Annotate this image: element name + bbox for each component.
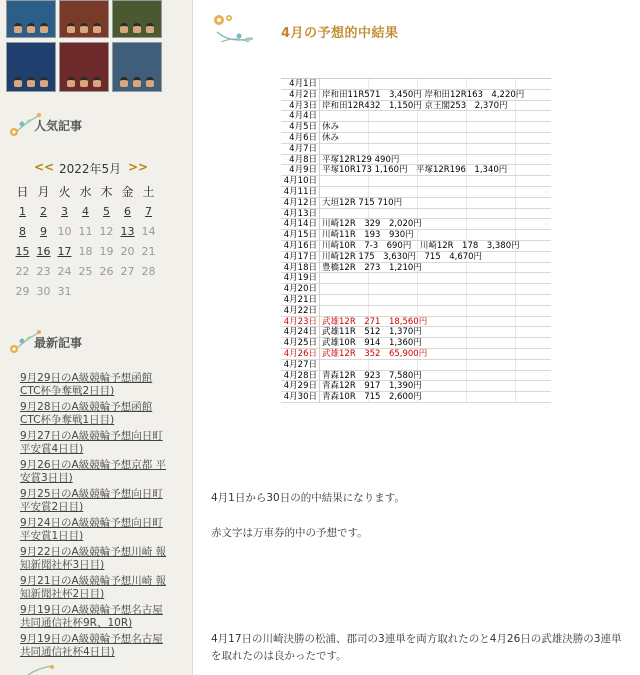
- calendar-weekday: 木: [100, 184, 113, 199]
- row-result: 休み: [320, 133, 551, 143]
- calendar-weekday: 日: [16, 184, 29, 199]
- row-result: 平塚10R173 1,160円 平塚12R196 1,340円: [320, 165, 551, 175]
- spreadsheet-row: [281, 79, 551, 90]
- calendar-day: 11: [78, 224, 93, 238]
- recent-post-link[interactable]: 9月19日のA級競輪予想名古屋 共同通信社杯4日目): [20, 633, 163, 658]
- row-result: [320, 360, 551, 370]
- calendar-day[interactable]: 9: [40, 224, 47, 238]
- row-result: 川崎11R 193 930円: [320, 230, 551, 240]
- row-date: 4月4日: [281, 111, 320, 121]
- thumbnail[interactable]: [59, 42, 109, 92]
- row-date: 4月12日: [281, 198, 320, 208]
- row-result: [320, 284, 551, 294]
- calendar-weekday: 水: [79, 184, 92, 199]
- recent-post-link[interactable]: 9月25日のA級競輪予想向日町 平安賞2日目): [20, 488, 163, 513]
- calendar-day: 27: [120, 264, 135, 278]
- spreadsheet-row: [281, 144, 551, 155]
- row-result: 青森10R 715 2,600円: [320, 392, 551, 402]
- row-date: 4月1日: [281, 79, 320, 89]
- thumbnail[interactable]: [112, 42, 162, 92]
- spreadsheet-row: [281, 381, 551, 392]
- calendar-day: 10: [57, 224, 72, 238]
- spreadsheet-row: [281, 165, 551, 176]
- row-date: 4月11日: [281, 187, 320, 197]
- row-result: 武雄11R 512 1,370円: [320, 327, 551, 337]
- row-date: 4月16日: [281, 241, 320, 251]
- calendar-day[interactable]: 8: [19, 224, 26, 238]
- calendar-day: 19: [99, 244, 114, 258]
- flower-ornament-icon: [211, 12, 257, 48]
- row-date: 4月29日: [281, 381, 320, 391]
- calendar-day[interactable]: 13: [120, 224, 135, 238]
- spreadsheet-row: [281, 273, 551, 284]
- calendar-weekday: 金: [121, 184, 134, 199]
- popular-title: 人気記事: [34, 119, 83, 133]
- calendar-day[interactable]: 17: [57, 244, 72, 258]
- row-date: 4月5日: [281, 122, 320, 132]
- calendar-day: [75, 281, 96, 301]
- spreadsheet-row: [281, 371, 551, 382]
- recent-title: 最新記事: [34, 336, 83, 350]
- row-result: [320, 111, 551, 121]
- row-date: 4月26日: [281, 349, 320, 359]
- spreadsheet-row: [281, 263, 551, 274]
- calendar-day[interactable]: 1: [19, 204, 26, 218]
- row-date: 4月2日: [281, 90, 320, 100]
- row-date: 4月17日: [281, 252, 320, 262]
- calendar-day: [138, 281, 159, 301]
- spreadsheet-row: [281, 306, 551, 317]
- calendar-next-link[interactable]: >>: [128, 160, 149, 174]
- spreadsheet-row: [281, 90, 551, 101]
- thumbnail[interactable]: [59, 0, 109, 38]
- row-date: 4月28日: [281, 371, 320, 381]
- calendar-day: [117, 281, 138, 301]
- calendar: [12, 181, 159, 301]
- row-date: 4月15日: [281, 230, 320, 240]
- recent-post-link[interactable]: 9月24日のA級競輪予想向日町 平安賞1日目): [20, 517, 163, 542]
- calendar-day: 23: [36, 264, 51, 278]
- calendar-day: [96, 281, 117, 301]
- calendar-weekday: 火: [58, 184, 71, 199]
- spreadsheet-row: [281, 252, 551, 263]
- row-result: [320, 176, 551, 186]
- recent-post-link[interactable]: 9月29日のA級競輪予想函館 CTC杯争奪戦2日目): [20, 372, 153, 397]
- row-result: 岸和田12R432 1,150円 京王閣253 2,370円: [320, 101, 551, 111]
- recent-post-link[interactable]: 9月27日のA級競輪予想向日町 平安賞4日目): [20, 430, 163, 455]
- row-result: 休み: [320, 122, 551, 132]
- spreadsheet-row: [281, 230, 551, 241]
- thumbnail[interactable]: [6, 0, 56, 38]
- row-date: 4月19日: [281, 273, 320, 283]
- calendar-day: 28: [141, 264, 156, 278]
- spreadsheet-row: [281, 155, 551, 166]
- row-result: 平塚12R129 490円: [320, 155, 551, 165]
- spreadsheet-row: [281, 176, 551, 187]
- row-date: 4月13日: [281, 209, 320, 219]
- post-paragraph: 4月1日から30日の的中結果になります。: [211, 492, 405, 504]
- calendar-day[interactable]: 7: [145, 204, 152, 218]
- calendar-day[interactable]: 16: [36, 244, 51, 258]
- spreadsheet-row: [281, 122, 551, 133]
- thumbnail[interactable]: [112, 0, 162, 38]
- row-result: 武雄10R 914 1,360円: [320, 338, 551, 348]
- row-date: 4月21日: [281, 295, 320, 305]
- row-date: 4月23日: [281, 317, 320, 327]
- row-date: 4月20日: [281, 284, 320, 294]
- calendar-day[interactable]: 5: [103, 204, 110, 218]
- calendar-day: 20: [120, 244, 135, 258]
- row-result: 武雄12R 352 65,900円: [320, 349, 551, 359]
- recent-heading: [8, 325, 168, 357]
- calendar-day: 26: [99, 264, 114, 278]
- row-date: 4月8日: [281, 155, 320, 165]
- recent-post-link[interactable]: 9月22日のA級競輪予想川崎 報知新聞社杯3日目): [20, 546, 167, 571]
- recent-post-link[interactable]: 9月19日のA級競輪予想名古屋 共同通信社杯9R、10R): [20, 604, 163, 629]
- flower-ornament-icon: [26, 664, 56, 675]
- popular-heading: [8, 108, 168, 140]
- calendar-day: 18: [78, 244, 93, 258]
- post-paragraph: 赤文字は万車券的中の予想です。: [211, 527, 368, 539]
- calendar-day[interactable]: 4: [82, 204, 89, 218]
- row-date: 4月24日: [281, 327, 320, 337]
- spreadsheet-row: [281, 392, 551, 403]
- calendar-day: 31: [57, 284, 72, 298]
- row-result: 大垣12R 715 710円: [320, 198, 551, 208]
- recent-post-link[interactable]: 9月26日のA級競輪予想京都 平安賞3日目): [20, 459, 167, 484]
- spreadsheet-row: [281, 198, 551, 209]
- calendar-day: 29: [15, 284, 30, 298]
- calendar-day[interactable]: 15: [15, 244, 30, 258]
- row-result: [320, 295, 551, 305]
- row-date: 4月9日: [281, 165, 320, 175]
- row-result: [320, 79, 551, 89]
- calendar-weekday: 土: [142, 184, 155, 199]
- main-content: [192, 0, 640, 675]
- row-date: 4月22日: [281, 306, 320, 316]
- row-date: 4月10日: [281, 176, 320, 186]
- recent-posts-list: [20, 372, 168, 662]
- calendar-prev-link[interactable]: <<: [34, 160, 55, 174]
- row-date: 4月25日: [281, 338, 320, 348]
- calendar-day[interactable]: 3: [61, 204, 68, 218]
- row-result: 武雄12R 271 18,560円: [320, 317, 551, 327]
- calendar-day: 12: [99, 224, 114, 238]
- calendar-day: 14: [141, 224, 156, 238]
- spreadsheet-row: [281, 209, 551, 220]
- thumbnail[interactable]: [6, 42, 56, 92]
- spreadsheet-row: [281, 219, 551, 230]
- row-result: 岸和田11R571 3,450円 岸和田12R163 4,220円: [320, 90, 551, 100]
- sidebar: [0, 0, 178, 675]
- row-result: [320, 187, 551, 197]
- calendar-day[interactable]: 6: [124, 204, 131, 218]
- recent-post-link[interactable]: 9月21日のA級競輪予想川崎 報知新聞社杯2日目): [20, 575, 167, 600]
- spreadsheet-row: [281, 241, 551, 252]
- calendar-month: 2022年5月: [59, 162, 122, 176]
- spreadsheet-row: [281, 360, 551, 371]
- calendar-day[interactable]: 2: [40, 204, 47, 218]
- row-date: 4月27日: [281, 360, 320, 370]
- row-result: 青森12R 923 7,580円: [320, 371, 551, 381]
- spreadsheet-row: [281, 133, 551, 144]
- spreadsheet-row: [281, 101, 551, 112]
- row-result: 豊橋12R 273 1,210円: [320, 263, 551, 273]
- row-result: 青森12R 917 1,390円: [320, 381, 551, 391]
- row-date: 4月7日: [281, 144, 320, 154]
- row-result: [320, 306, 551, 316]
- post-title: 4月の予想的中結果: [281, 26, 399, 41]
- row-result: [320, 209, 551, 219]
- post-heading: [211, 12, 631, 48]
- spreadsheet-row: [281, 338, 551, 349]
- row-date: 4月18日: [281, 263, 320, 273]
- calendar-day: 30: [36, 284, 51, 298]
- calendar-day: 22: [15, 264, 30, 278]
- results-spreadsheet: [281, 78, 551, 403]
- spreadsheet-row: [281, 295, 551, 306]
- row-date: 4月3日: [281, 101, 320, 111]
- row-result: 川崎10R 7-3 690円 川崎12R 178 3,380円: [320, 241, 551, 251]
- post-paragraph: 4月17日の川崎決勝の松浦、郡司の3連単を両方取れたのと4月26日の武雄決勝の3連単を取れたのは良かったです。: [211, 633, 622, 662]
- row-result: [320, 144, 551, 154]
- row-result: [320, 273, 551, 283]
- row-result: 川崎12R 175 3,630円 715 4,670円: [320, 252, 551, 262]
- calendar-day: 24: [57, 264, 72, 278]
- spreadsheet-row: [281, 111, 551, 122]
- spreadsheet-row: [281, 317, 551, 328]
- calendar-day: 21: [141, 244, 156, 258]
- row-date: 4月6日: [281, 133, 320, 143]
- row-result: 川崎12R 329 2,020円: [320, 219, 551, 229]
- calendar-weekday: 月: [37, 184, 50, 199]
- row-date: 4月30日: [281, 392, 320, 402]
- spreadsheet-row: [281, 349, 551, 360]
- spreadsheet-row: [281, 187, 551, 198]
- calendar-day: 25: [78, 264, 93, 278]
- recent-post-link[interactable]: 9月28日のA級競輪予想函館 CTC杯争奪戦1日目): [20, 401, 153, 426]
- spreadsheet-row: [281, 284, 551, 295]
- spreadsheet-row: [281, 327, 551, 338]
- row-date: 4月14日: [281, 219, 320, 229]
